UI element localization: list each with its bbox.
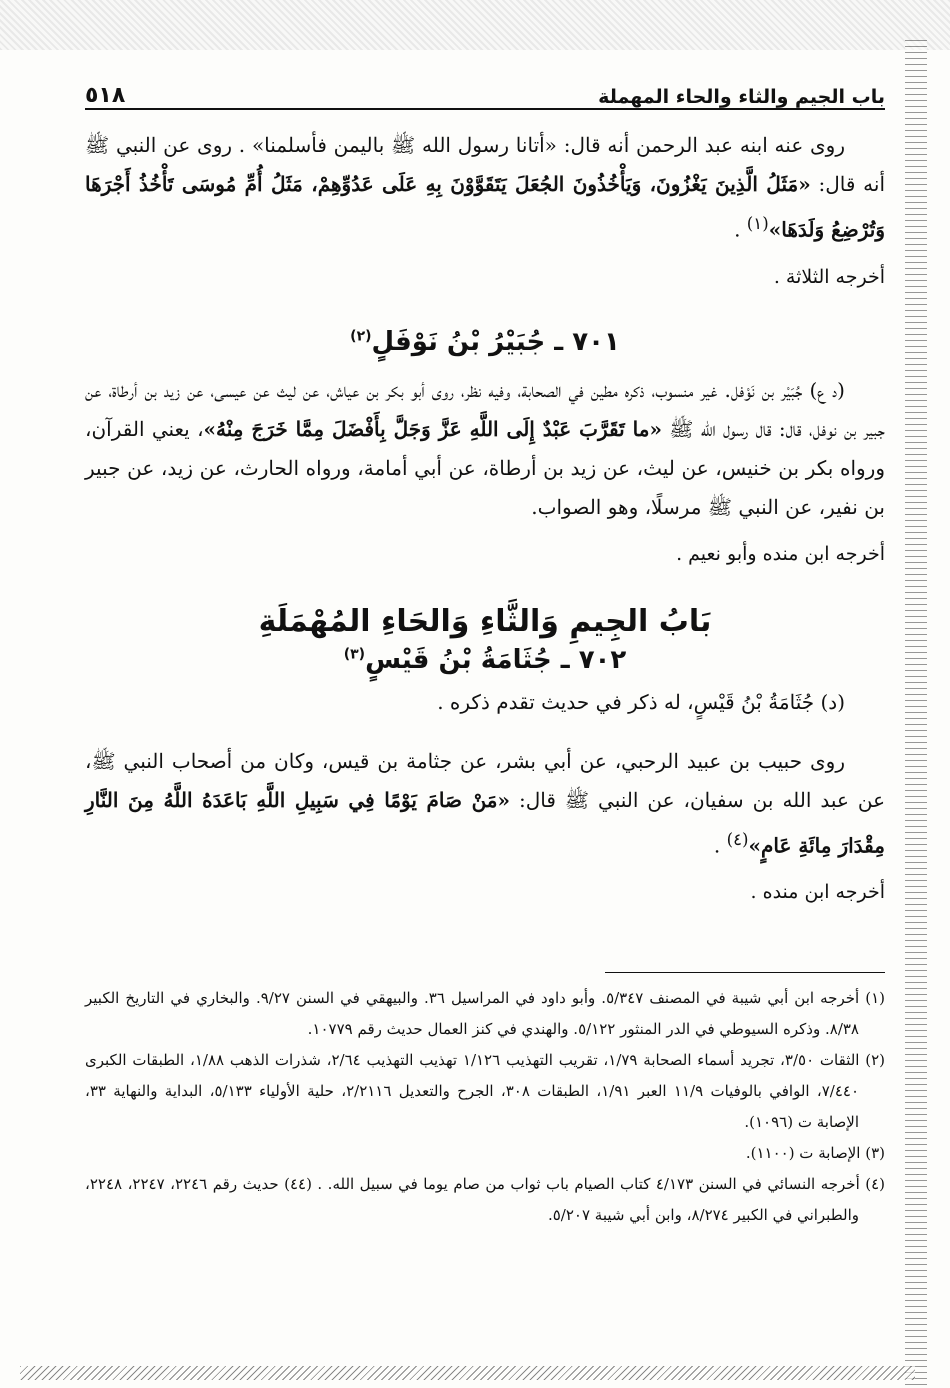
intro-paragraph [85,126,885,250]
chapter-title: بَابُ الجِيمِ وَالثَّاءِ وَالحَاءِ المُهْمَلَةِ [258,603,712,639]
running-title: باب الجيم والثاء والحاء المهملة [598,86,885,108]
entry-701-text-cont: ، يعني القرآن، ورواه بكر بن خنيس، عن ليث، عن زيد بن أرطاة، عن أبي أمامة، ورواه الحارث، عن زيد، عن جبير بن نفير، عن النبي ﷺ مرسلًا، وهو الصواب. [85,416,885,519]
page-header [85,60,885,110]
entry-702-title [85,645,885,675]
footnote-3: (٣) الإصابة ت (١١٠٠). [745,1144,885,1163]
entry-701-title-text: ٧٠١ ـ جُبَيْرُ بْنُ نَوْفَلٍ [371,326,620,357]
footnote-1: (١) أخرجه ابن أبي شيبة في المصنف ٥/٣٤٧. وأبو داود في المراسيل ٣٦. والبيهقي في السنن ٩/٢٧. والبخاري في التاريخ الكبير ٨/٣٨. وذكره السيوطي في الدر المنثور ٥/١٢٢. والهندي في كنز العمال حديث رقم ١٠٧٧٩. [85,989,885,1039]
intro-text: روى عنه ابنه عبد الرحمن أنه قال: «أتانا رسول الله ﷺ باليمن فأسلمنا» . روى عن النبي ﷺ أنه قال: [85,133,886,196]
footnote-ref-1: (١) [746,214,769,233]
footnotes [85,983,885,1231]
bottom-border-decoration [20,1366,915,1380]
footnote-separator [605,972,885,973]
entry-701-source: أخرجه ابن منده وأبو نعيم . [676,542,885,565]
footnote-2: (٢) الثقات ٣/٥٠، تجريد أسماء الصحابة ١/٧٩، تقريب التهذيب ١/١٢٦ تهذيب التهذيب ٢/٦٤، شذرات الذهب ١/٨٨، الطبقات الكبرى ٧/٤٤٠، الوافي بالوفيات ١١/٩ العبر ١/٩١، الطبقات ٣٠٨، الجرح والتعديل ٢/٢١١٦، حلية الأولياء ٥/١٣٣، البداية والنهاية ٣٣، الإصابة ت (١٠٩٦). [85,1051,886,1132]
entry-702-body [85,742,885,866]
footnote-ref-4: (٤) [726,829,749,849]
footnote-ref-2: (٢) [350,328,372,344]
right-border-decoration [905,40,927,1385]
entry-701-body [85,371,885,527]
top-border-decoration [0,0,950,50]
entry-702-title-text: ٧٠٢ ـ جُثَامَةُ بْنُ قَيْسٍ [365,644,627,675]
page-number: ٥١٨ [85,83,126,108]
entry-702-end: . [713,833,727,858]
footnote-4: (٤) أخرجه النسائي في السنن ٤/١٧٣ كتاب الصيام باب ثواب من صام يوما في سبيل الله. . (٤٤) حديث رقم ٢٢٤٦، ٢٢٤٧، ٢٢٤٨، والطبراني في الكبير ٨/٢٧٤، وابن أبي شيبة ٥/٢٠٧. [85,1175,886,1225]
entry-701-title [85,327,885,357]
entry-702-line: (د) جُثَامَةُ بْنُ قَيْسٍ، له ذكر في حديث تقدم ذكره . [437,689,845,714]
intro-source: أخرجه الثلاثة . [773,265,885,288]
entry-701-text: (د ع) جُبَيْر بن نَوْفل. غير منسوب، ذكره مطين في الصحابة، وفيه نظر، روى أبو بكر بن عياش، عن ليث عن عيسى، عن زيد بن أرطاة، عن جبير بن نوفل، قال: قال رسول الله ﷺ [85,377,886,441]
intro-end: . [734,217,747,242]
footnote-ref-3: (٣) [343,646,366,662]
entry-701-hadith: «ما تَقَرَّبَ عَبْدٌ إِلَى اللَّهِ عَزَّ وَجَلَّ بِأَفْضَلَ مِمَّا خَرَجَ مِنْهُ» [203,416,662,441]
intro-hadith: «مَثَلُ الَّذِينَ يَغْزُونَ، وَيَأْخُذُونَ الجُعَلَ يَتَقَوَّوْنَ بِهِ عَلَى عَدُوِّهِمْ، مَثَلُ أُمِّ مُوسَى تَأْخُذُ أَجْرَهَا وَتُرْضِعُ وَلَدَهَا» [85,172,885,242]
book-page [85,60,885,1231]
entry-702-hadith: «مَنْ صَامَ يَوْمًا فِي سَبِيلِ اللَّهِ بَاعَدَهُ اللَّهُ مِنَ النَّارِ مِقْدَارَ مِائَةِ عَامٍ» [85,787,885,858]
entry-702-text: روى حبيب بن عبيد الرحبي، عن أبي بشر، عن جثامة بن قيس، وكان من أصحاب النبي ﷺ، عن عبد الله بن سفيان، عن النبي ﷺ قال: [85,748,886,812]
entry-702-source: أخرجه ابن منده . [750,881,885,904]
